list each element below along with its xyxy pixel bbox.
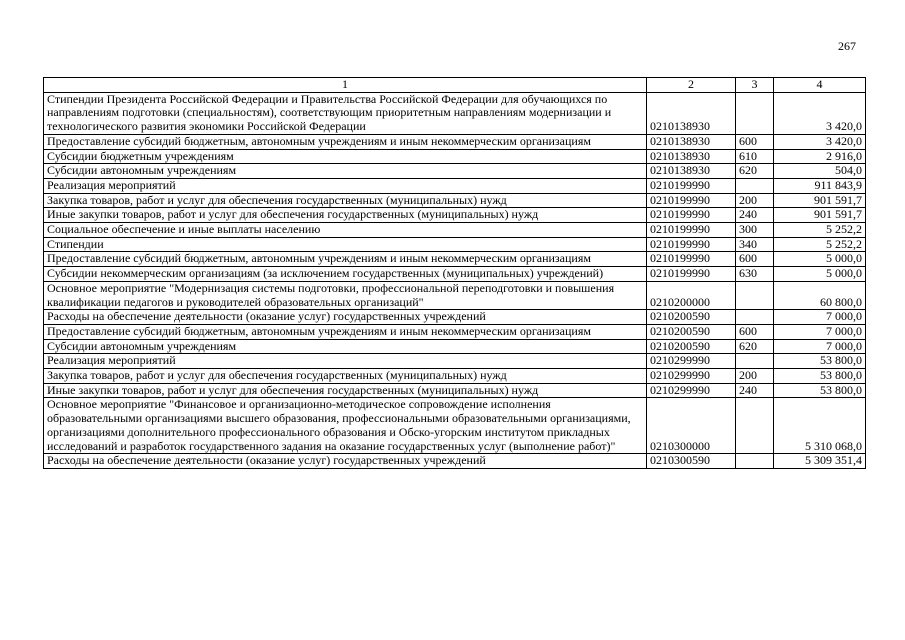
row-amount-cell: 7 000,0 <box>774 310 866 325</box>
row-amount-cell: 53 800,0 <box>774 354 866 369</box>
budget-table-body <box>44 78 866 469</box>
table-row <box>44 164 866 179</box>
row-name-cell: Закупка товаров, работ и услуг для обеспечения государственных (муниципальных) нужд <box>44 369 647 384</box>
row-name-cell: Основное мероприятие "Модернизация системы подготовки, профессиональной переподготовки и повышения квалификации педагогов и руководителей образовательных организаций" <box>44 281 647 309</box>
row-amount-cell: 53 800,0 <box>774 369 866 384</box>
row-expense-type-cell: 200 <box>736 193 774 208</box>
row-expense-type-cell: 620 <box>736 339 774 354</box>
row-code-cell: 0210300000 <box>647 398 736 454</box>
column-header-3: 3 <box>736 78 774 93</box>
row-name-cell: Реализация мероприятий <box>44 178 647 193</box>
row-code-cell: 0210199990 <box>647 267 736 282</box>
table-row <box>44 223 866 238</box>
row-expense-type-cell <box>736 354 774 369</box>
row-amount-cell: 504,0 <box>774 164 866 179</box>
row-name-cell: Расходы на обеспечение деятельности (оказание услуг) государственных учреждений <box>44 310 647 325</box>
row-amount-cell: 911 843,9 <box>774 178 866 193</box>
row-code-cell: 0210299990 <box>647 354 736 369</box>
row-amount-cell: 3 420,0 <box>774 134 866 149</box>
row-amount-cell: 5 252,2 <box>774 223 866 238</box>
row-expense-type-cell <box>736 281 774 309</box>
row-name-cell: Социальное обеспечение и иные выплаты населению <box>44 223 647 238</box>
row-expense-type-cell <box>736 92 774 134</box>
row-expense-type-cell <box>736 398 774 454</box>
row-amount-cell: 7 000,0 <box>774 324 866 339</box>
row-expense-type-cell: 620 <box>736 164 774 179</box>
row-name-cell: Основное мероприятие "Финансовое и организационно-методическое сопровождение исполнения образовательными организациями высшего образования, профессиональными образовательными организациями, организациями дополнительного профессионального образования и Обско-угорским институтом прикладных исследований и разработок государственного задания на оказание государственных услуг (выполнение работ)" <box>44 398 647 454</box>
row-name-cell: Иные закупки товаров, работ и услуг для обеспечения государственных (муниципальных) нужд <box>44 383 647 398</box>
row-code-cell: 0210300590 <box>647 454 736 469</box>
row-amount-cell: 5 309 351,4 <box>774 454 866 469</box>
table-row <box>44 369 866 384</box>
row-name-cell: Субсидии автономным учреждениям <box>44 164 647 179</box>
row-code-cell: 0210199990 <box>647 223 736 238</box>
table-row <box>44 310 866 325</box>
table-row <box>44 208 866 223</box>
row-name-cell: Субсидии некоммерческим организациям (за исключением государственных (муниципальных) учреждений) <box>44 267 647 282</box>
row-name-cell: Стипендии Президента Российской Федерации и Правительства Российской Федерации для обучающихся по направлениям подготовки (специальностям), соответствующим приоритетным направлениям модернизации и технологического развития экономики Российской Федерации <box>44 92 647 134</box>
row-name-cell: Закупка товаров, работ и услуг для обеспечения государственных (муниципальных) нужд <box>44 193 647 208</box>
row-code-cell: 0210138930 <box>647 164 736 179</box>
row-code-cell: 0210200000 <box>647 281 736 309</box>
table-row <box>44 398 866 454</box>
budget-table <box>43 77 866 469</box>
row-code-cell: 0210199990 <box>647 237 736 252</box>
row-expense-type-cell: 300 <box>736 223 774 238</box>
column-header-4: 4 <box>774 78 866 93</box>
table-row <box>44 237 866 252</box>
row-code-cell: 0210138930 <box>647 134 736 149</box>
row-amount-cell: 901 591,7 <box>774 208 866 223</box>
row-expense-type-cell: 600 <box>736 324 774 339</box>
row-name-cell: Реализация мероприятий <box>44 354 647 369</box>
row-name-cell: Расходы на обеспечение деятельности (оказание услуг) государственных учреждений <box>44 454 647 469</box>
row-code-cell: 0210138930 <box>647 149 736 164</box>
row-code-cell: 0210199990 <box>647 193 736 208</box>
row-amount-cell: 5 310 068,0 <box>774 398 866 454</box>
table-row <box>44 252 866 267</box>
row-expense-type-cell: 240 <box>736 383 774 398</box>
row-amount-cell: 901 591,7 <box>774 193 866 208</box>
row-amount-cell: 2 916,0 <box>774 149 866 164</box>
row-expense-type-cell: 340 <box>736 237 774 252</box>
table-row <box>44 454 866 469</box>
row-name-cell: Иные закупки товаров, работ и услуг для обеспечения государственных (муниципальных) нужд <box>44 208 647 223</box>
row-code-cell: 0210199990 <box>647 252 736 267</box>
row-name-cell: Стипендии <box>44 237 647 252</box>
table-row <box>44 354 866 369</box>
row-expense-type-cell: 600 <box>736 252 774 267</box>
table-row <box>44 92 866 134</box>
row-code-cell: 0210199990 <box>647 178 736 193</box>
row-code-cell: 0210200590 <box>647 310 736 325</box>
row-amount-cell: 5 000,0 <box>774 267 866 282</box>
row-name-cell: Предоставление субсидий бюджетным, автономным учреждениям и иным некоммерческим организациям <box>44 324 647 339</box>
row-expense-type-cell: 200 <box>736 369 774 384</box>
row-amount-cell: 5 000,0 <box>774 252 866 267</box>
row-expense-type-cell <box>736 454 774 469</box>
row-code-cell: 0210199990 <box>647 208 736 223</box>
column-header-2: 2 <box>647 78 736 93</box>
row-expense-type-cell: 630 <box>736 267 774 282</box>
table-row <box>44 193 866 208</box>
row-expense-type-cell: 600 <box>736 134 774 149</box>
row-amount-cell: 3 420,0 <box>774 92 866 134</box>
table-row <box>44 281 866 309</box>
table-row <box>44 383 866 398</box>
row-code-cell: 0210299990 <box>647 383 736 398</box>
row-expense-type-cell: 610 <box>736 149 774 164</box>
row-amount-cell: 53 800,0 <box>774 383 866 398</box>
row-code-cell: 0210138930 <box>647 92 736 134</box>
table-row <box>44 324 866 339</box>
column-header-1: 1 <box>44 78 647 93</box>
row-expense-type-cell: 240 <box>736 208 774 223</box>
row-code-cell: 0210200590 <box>647 324 736 339</box>
table-row <box>44 339 866 354</box>
table-header-row <box>44 78 866 93</box>
table-row <box>44 149 866 164</box>
row-expense-type-cell <box>736 178 774 193</box>
row-name-cell: Субсидии бюджетным учреждениям <box>44 149 647 164</box>
table-row <box>44 178 866 193</box>
table-row <box>44 134 866 149</box>
row-amount-cell: 7 000,0 <box>774 339 866 354</box>
page-number: 267 <box>838 39 856 53</box>
row-name-cell: Предоставление субсидий бюджетным, автономным учреждениям и иным некоммерческим организациям <box>44 134 647 149</box>
row-name-cell: Субсидии автономным учреждениям <box>44 339 647 354</box>
row-amount-cell: 60 800,0 <box>774 281 866 309</box>
row-expense-type-cell <box>736 310 774 325</box>
table-row <box>44 267 866 282</box>
row-code-cell: 0210299990 <box>647 369 736 384</box>
row-code-cell: 0210200590 <box>647 339 736 354</box>
row-name-cell: Предоставление субсидий бюджетным, автономным учреждениям и иным некоммерческим организациям <box>44 252 647 267</box>
row-amount-cell: 5 252,2 <box>774 237 866 252</box>
